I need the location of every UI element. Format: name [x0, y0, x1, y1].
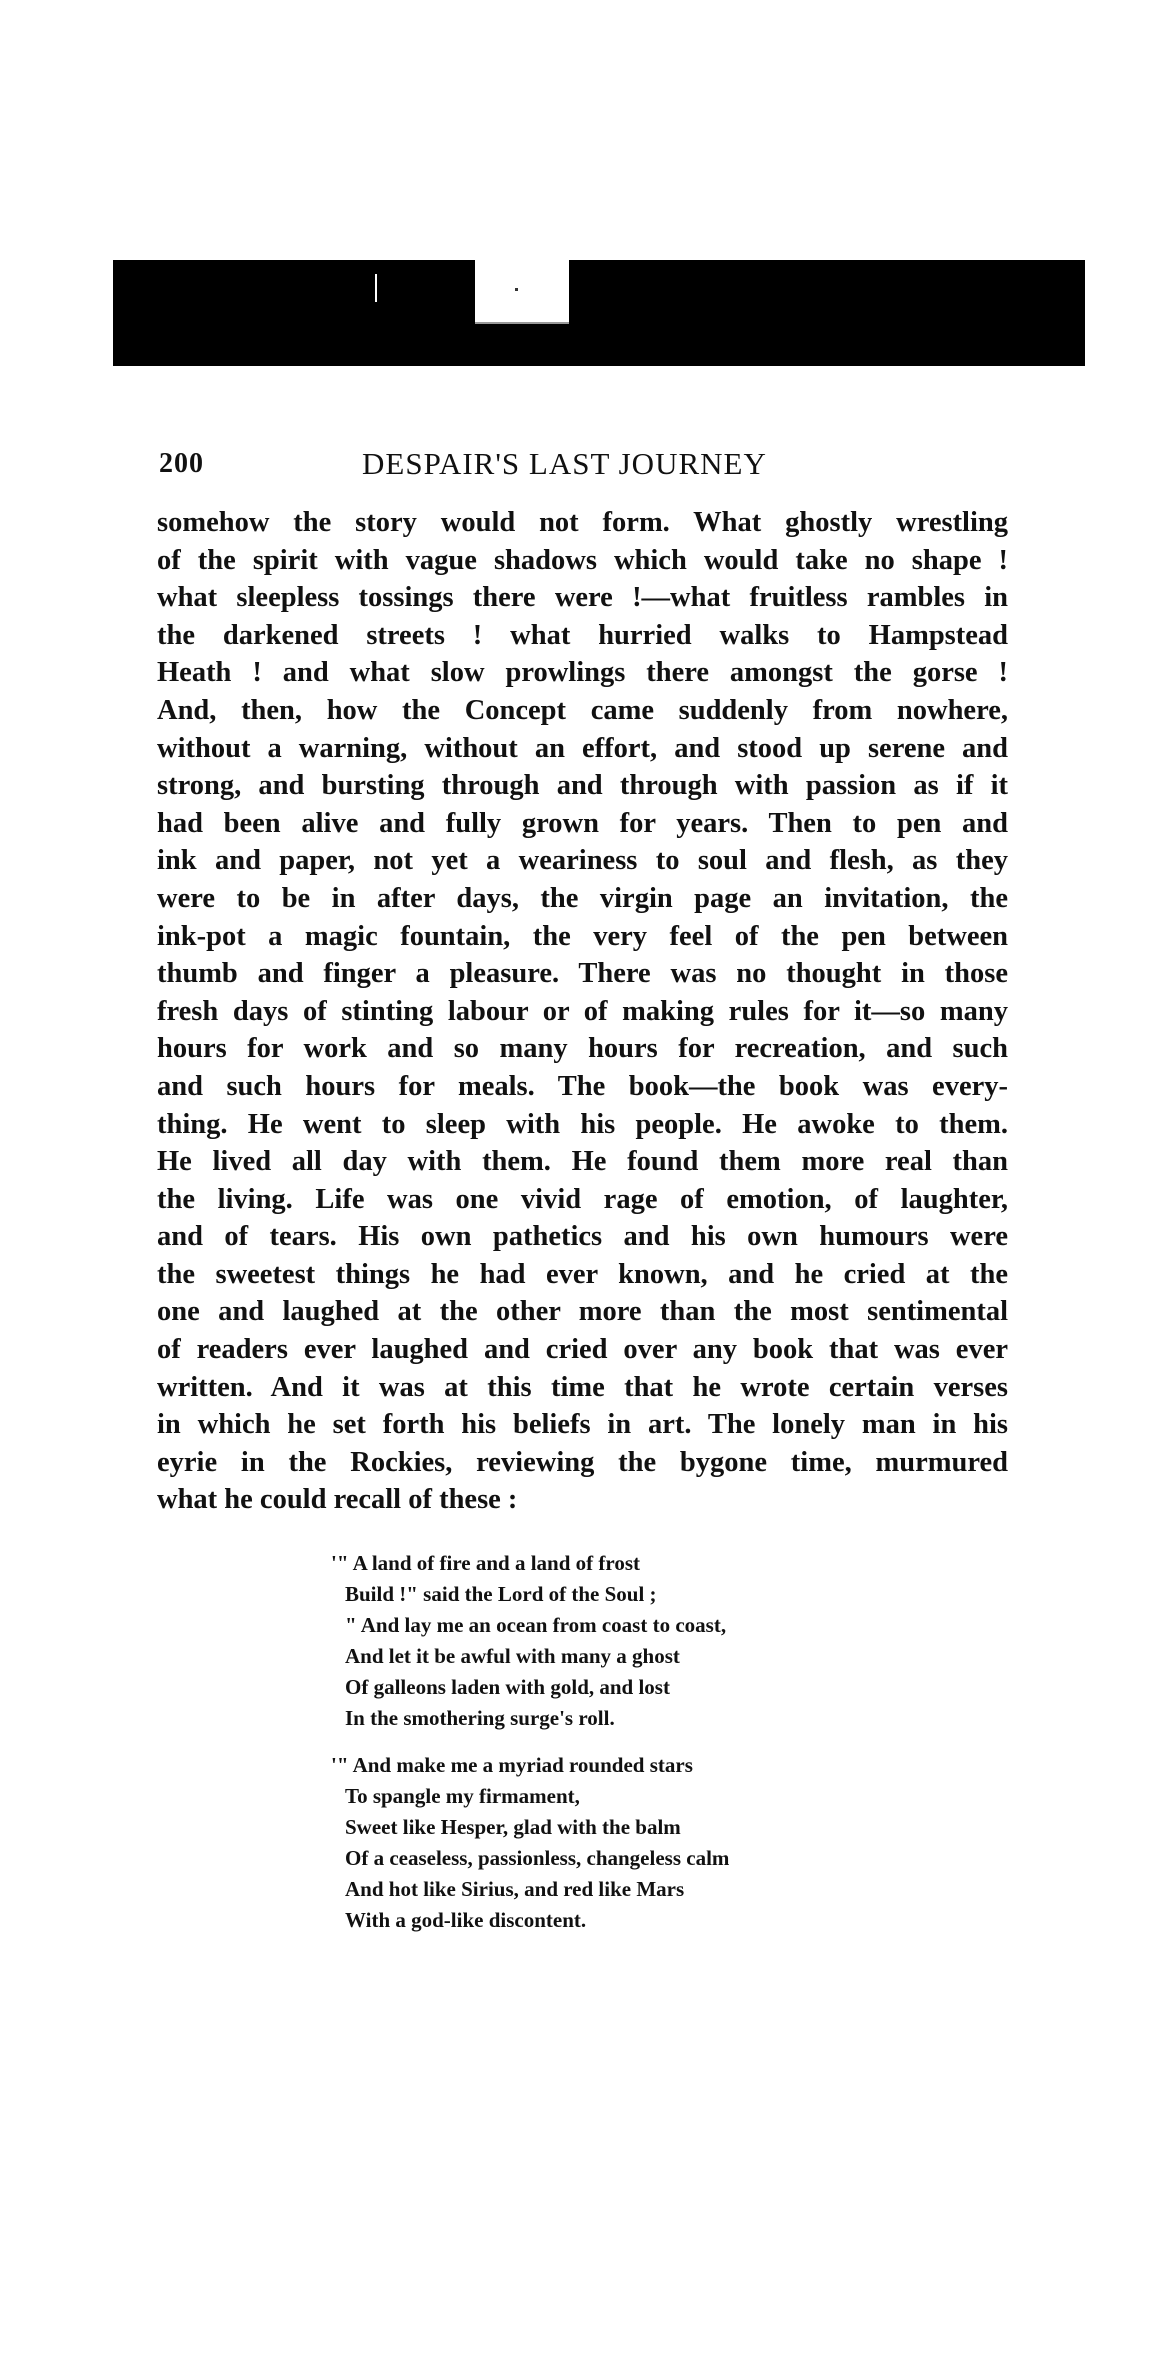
- body-line: fresh days of stinting labour or of making rules for it—so many: [157, 995, 1008, 1027]
- body-line: eyrie in the Rockies, reviewing the bygone time, murmured: [157, 1446, 1008, 1478]
- body-line: what sleepless tossings there were !—what fruitless rambles in: [157, 582, 1008, 614]
- poem-line: To spangle my firmament,: [345, 1784, 580, 1808]
- body-line: the living. Life was one vivid rage of emotion, of laughter,: [157, 1183, 1008, 1215]
- scan-artifact-dot: [515, 288, 518, 291]
- body-line: written. And it was at this time that he wrote certain verses: [157, 1371, 1008, 1403]
- scan-artifact-notch: [475, 260, 569, 322]
- body-line: hours for work and so many hours for recreation, and such: [157, 1033, 1008, 1065]
- page-header: [157, 440, 1008, 486]
- poem-line: In the smothering surge's roll.: [345, 1706, 615, 1730]
- poem-line: With a god-like discontent.: [345, 1908, 587, 1932]
- body-line: were to be in after days, the virgin page an invitation, the: [157, 882, 1008, 914]
- poem-line: Of galleons laden with gold, and lost: [345, 1675, 670, 1699]
- body-line: He lived all day with them. He found them more real than: [157, 1146, 1008, 1178]
- body-line: the sweetest things he had ever known, and he cried at the: [157, 1258, 1008, 1290]
- scan-header-bar: [113, 260, 1085, 366]
- scan-artifact-line: [475, 322, 569, 324]
- page-number: 200: [159, 448, 204, 479]
- body-line: and of tears. His own pathetics and his own humours were: [157, 1221, 1008, 1253]
- poem-line: Sweet like Hesper, glad with the balm: [345, 1815, 681, 1839]
- body-line: one and laughed at the other more than the most sentimental: [157, 1296, 1008, 1328]
- body-line: of readers ever laughed and cried over any book that was ever: [157, 1334, 1008, 1366]
- body-paragraph: [157, 504, 1008, 1519]
- body-line: and such hours for meals. The book—the book was every-: [157, 1070, 1008, 1102]
- body-line: thumb and finger a pleasure. There was no thought in those: [157, 958, 1008, 990]
- body-line: ink-pot a magic fountain, the very feel of the pen between: [157, 920, 1008, 952]
- body-line: Heath ! and what slow prowlings there amongst the gorse !: [157, 657, 1008, 689]
- poem-stanza-2: [331, 1750, 865, 1936]
- body-line: without a warning, without an effort, and stood up serene and: [157, 732, 1008, 764]
- body-line: what he could recall of these :: [157, 1484, 518, 1516]
- poem-line: '" A land of fire and a land of frost: [331, 1551, 641, 1575]
- body-line: ink and paper, not yet a weariness to soul and flesh, as they: [157, 845, 1008, 877]
- poem-line: Build !" said the Lord of the Soul ;: [345, 1582, 657, 1606]
- body-line: of the spirit with vague shadows which would take no shape !: [157, 544, 1008, 576]
- body-line: had been alive and fully grown for years. Then to pen and: [157, 807, 1008, 839]
- poem-line: '" And make me a myriad rounded stars: [331, 1753, 693, 1777]
- poem-line: " And lay me an ocean from coast to coast,: [345, 1613, 727, 1637]
- body-line: the darkened streets ! what hurried walks to Hampstead: [157, 619, 1008, 651]
- body-line: thing. He went to sleep with his people. He awoke to them.: [157, 1108, 1008, 1140]
- body-line: in which he set forth his beliefs in art. The lonely man in his: [157, 1409, 1008, 1441]
- body-line: somehow the story would not form. What ghostly wrestling: [157, 507, 1008, 538]
- poem-line: Of a ceaseless, passionless, changeless calm: [345, 1846, 730, 1870]
- poem-line: And let it be awful with many a ghost: [345, 1644, 680, 1668]
- book-page: [157, 440, 1008, 1519]
- body-line: And, then, how the Concept came suddenly from nowhere,: [157, 694, 1008, 726]
- scan-artifact-slit: [375, 274, 377, 302]
- running-title: DESPAIR'S LAST JOURNEY: [362, 446, 767, 481]
- poem-stanza-1: [331, 1548, 865, 1734]
- poem-line: And hot like Sirius, and red like Mars: [345, 1877, 685, 1901]
- body-line: strong, and bursting through and through with passion as if it: [157, 770, 1008, 802]
